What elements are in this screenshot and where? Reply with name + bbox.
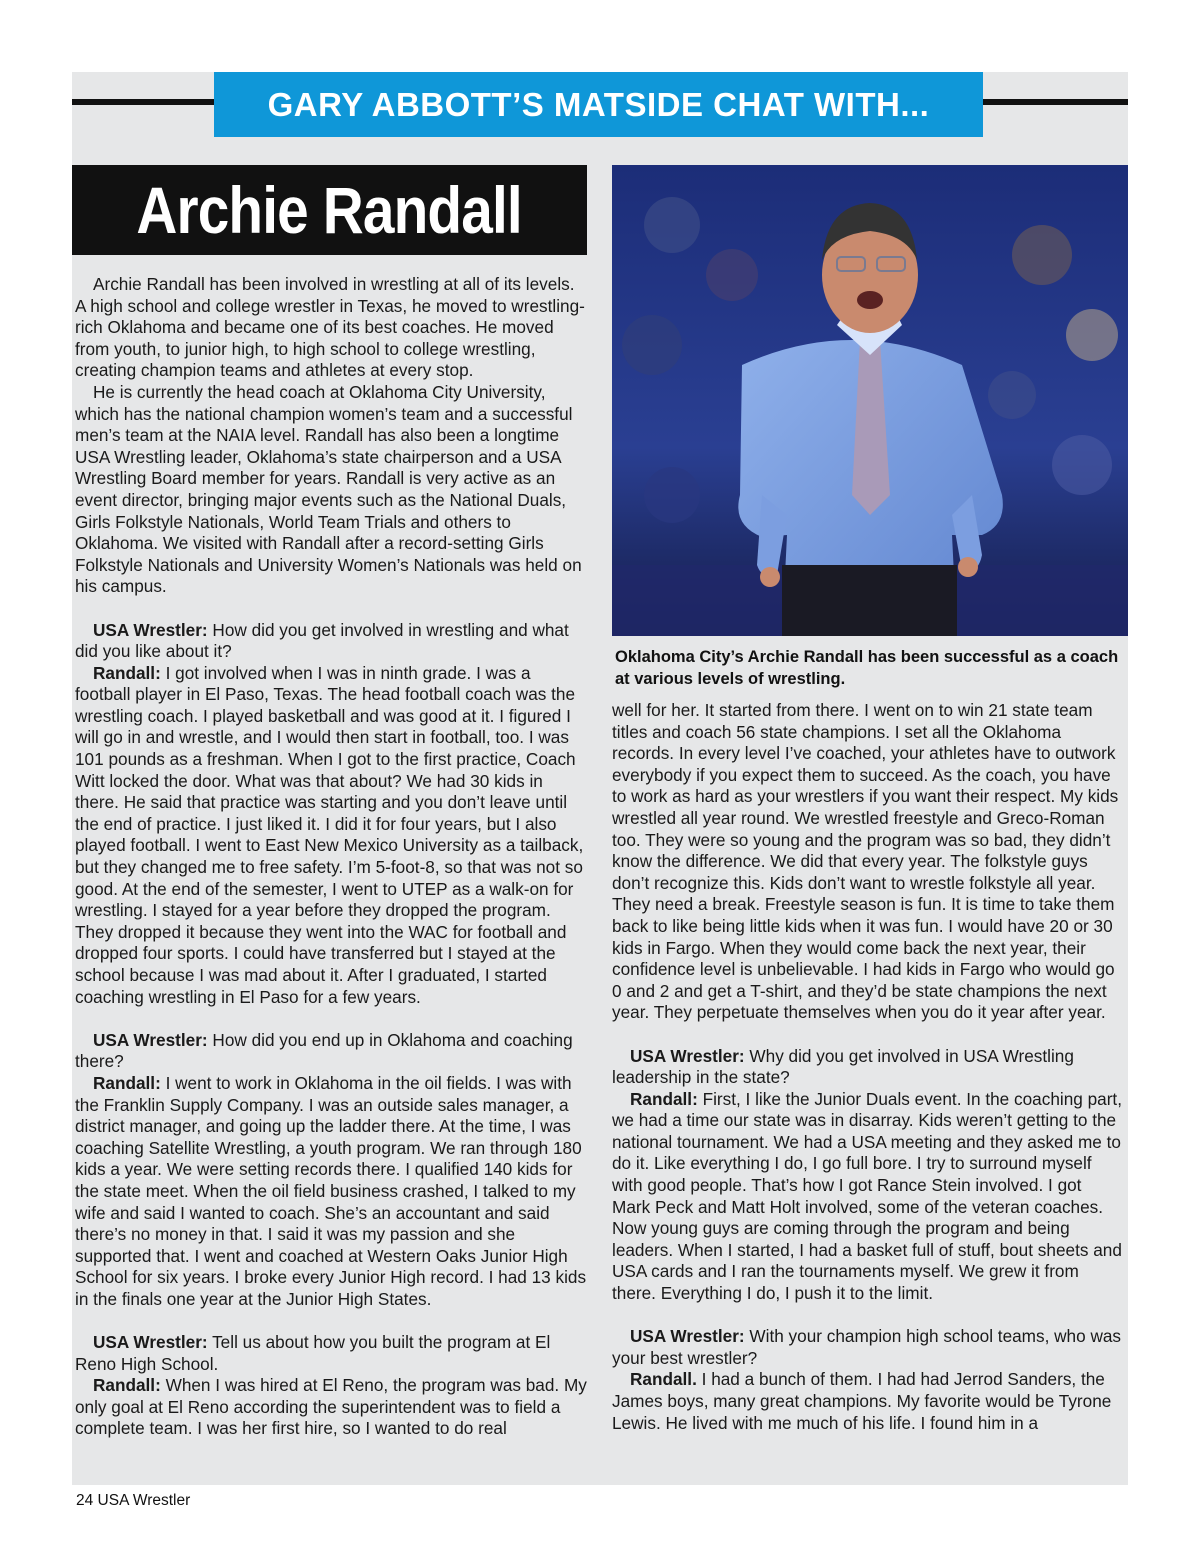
question: [75, 1030, 587, 1073]
answer-text: I got involved when I was in ninth grade. I was a football player in El Paso, Texas. The head football coach was the wrestling coach. I played basketball and was good at it. I figured I will go in and wrestle, and I would then start in football, too. I was 101 pounds as a freshman. When I got to the first practice, Coach Witt locked the door. What was that about? We had 30 kids in there. He said that practice was starting and you don’t leave until the end of practice. I just liked it. I did it for four years, but I also played football. I went to East New Mexico University as a tailback, but they changed me to free safety. I’m 5-foot-8, so that was not so good. At the end of the semester, I went to UTEP as a walk-on for wrestling. I stayed for a year before they dropped the program. They dropped it because they went into the WAC for football and dropped four sports. I could have transferred but I stayed at the school because I was mad about it. After I graduated, I started coaching wrestling in El Paso for a few years.: [75, 662, 584, 1007]
answer-text: First, I like the Junior Duals event. In the coaching part, we had a time our state was in disarray. Kids weren’t getting to the national tournament. We had a USA meeting and they asked me to do it. Like everything I do, I go full bore. I try to surround myself with good people. That’s how I got Rance Stein involved. I got Mark Peck and Matt Holt involved, some of the veteran coaches. Now young guys are coming through the program and being leaders. When I started, I had a basket full of stuff, bout sheets and USA cards and I ran the tournaments myself. We grew it from there. Everything I do, I push it to the limit.: [612, 1088, 1122, 1304]
question-text: Why did you get involved in USA Wrestling leadership in the state?: [612, 1045, 1074, 1088]
coach-photo-illustration: [612, 165, 1128, 636]
answer-text: I went to work in Oklahoma in the oil fields. I was with the Franklin Supply Company. I was an outside sales manager, a district manager, and going up the ladder there. At the time, I was coaching Satellite Wrestling, a youth program. We ran through 180 kids a year. We were setting records there. I qualified 140 kids for the state meet. When the oil field business crashed, I talked to my wife and said I wanted to coach. She’s an accountant and said there’s no money in that. I said it was my passion and she supported that. I went and coached at Western Oaks Junior High School for six years. I broke every Junior High record. I had 13 kids in the finals one year at the Junior High States.: [75, 1072, 587, 1309]
photo-caption: Oklahoma City’s Archie Randall has been successful as a coach at various levels of wrestling.: [615, 648, 1119, 688]
answer: [75, 1073, 587, 1311]
article-title-text: Archie Randall: [136, 173, 523, 247]
answer-speaker: Randall:: [630, 1088, 698, 1109]
answer-text: I had a bunch of them. I had had Jerrod Sanders, the James boys, many great champions. My favorite would be Tyrone Lewis. He lived with me much of his life. I found him in a: [612, 1369, 1112, 1433]
answer-speaker: Randall:: [93, 662, 161, 683]
question-speaker: USA Wrestler:: [93, 619, 208, 640]
coach-photo: [612, 165, 1128, 636]
question-text: How did you get involved in wrestling and what did you like about it?: [75, 619, 569, 662]
answer: [75, 1375, 587, 1440]
left-column: [75, 274, 587, 1440]
question: [75, 620, 587, 663]
page-folio: 24 USA Wrestler: [76, 1492, 191, 1509]
question-speaker: USA Wrestler:: [630, 1326, 745, 1347]
answer-text: When I was hired at El Reno, the program was bad. My only goal at El Reno according the superintendent was to field a complete team. I was her first hire, so I wanted to do real: [75, 1375, 587, 1439]
answer: [612, 1089, 1124, 1305]
header-rule-right: [980, 99, 1128, 105]
question: [612, 1326, 1124, 1369]
question-text: Tell us about how you built the program at El Reno High School.: [75, 1332, 551, 1374]
intro-paragraph: He is currently the head coach at Oklahoma City University, which has the national champion women’s team and a successful men’s team at the NAIA level. Randall has also been a longtime USA Wrestling leader, Oklahoma’s state chairperson and a USA Wrestling Board member for years. Randall is very active as an event director, bringing major events such as the National Duals, Girls Folkstyle Nationals, World Team Trials and others to Oklahoma. We visited with Randall after a record-setting Girls Folkstyle Nationals and University Women’s Nationals was held on his campus.: [75, 381, 582, 597]
article-title: [72, 165, 587, 255]
continued-paragraph: well for her. It started from there. I went on to win 21 state team titles and coach 56 state champions. I set all the Oklahoma records. In every level I’ve coached, your athletes have to outwork everybody if you expect them to succeed. As the coach, you have to work as hard as your wrestlers if you want their respect. My kids wrestled all year round. We wrestled freestyle and Greco-Roman too. They were so young and the program was so bad, they didn’t know the difference. We did that every year. The folkstyle guys don’t recognize this. Kids don’t want to wrestle folkstyle all year. They need a break. Freestyle season is fun. It is time to take them back to like being little kids when it was fun. I would have 20 or 30 kids in Fargo. When they would come back the next year, their confidence level is unbelievable. I had kids in Fargo who would go 0 and 2 and get a T-shirt, and they’d be state champions the next year. They perpetuate themselves when you do it year after year.: [612, 700, 1119, 1023]
answer-speaker: Randall.: [630, 1369, 697, 1390]
answer-speaker: Randall:: [93, 1375, 161, 1396]
question: [75, 1332, 587, 1375]
question-speaker: USA Wrestler:: [93, 1332, 208, 1353]
answer: [75, 663, 587, 1009]
right-column: [612, 700, 1124, 1434]
question: [612, 1046, 1124, 1089]
question-text: With your champion high school teams, who was your best wrestler?: [612, 1326, 1122, 1368]
question-text: How did you end up in Oklahoma and coaching there?: [75, 1029, 573, 1072]
intro-paragraph: Archie Randall has been involved in wrestling at all of its levels. A high school and college wrestler in Texas, he moved to wrestling-rich Oklahoma and became one of its best coaches. He moved from youth, to junior high, to high school to college wrestling, creating champion teams and athletes at every stop.: [75, 274, 585, 381]
question-speaker: USA Wrestler:: [93, 1029, 208, 1050]
section-banner: GARY ABBOTT’S MATSIDE CHAT WITH...: [214, 72, 983, 137]
question-speaker: USA Wrestler:: [630, 1045, 745, 1066]
answer: [612, 1369, 1124, 1434]
answer-speaker: Randall:: [93, 1072, 161, 1093]
header-rule-left: [72, 99, 218, 105]
